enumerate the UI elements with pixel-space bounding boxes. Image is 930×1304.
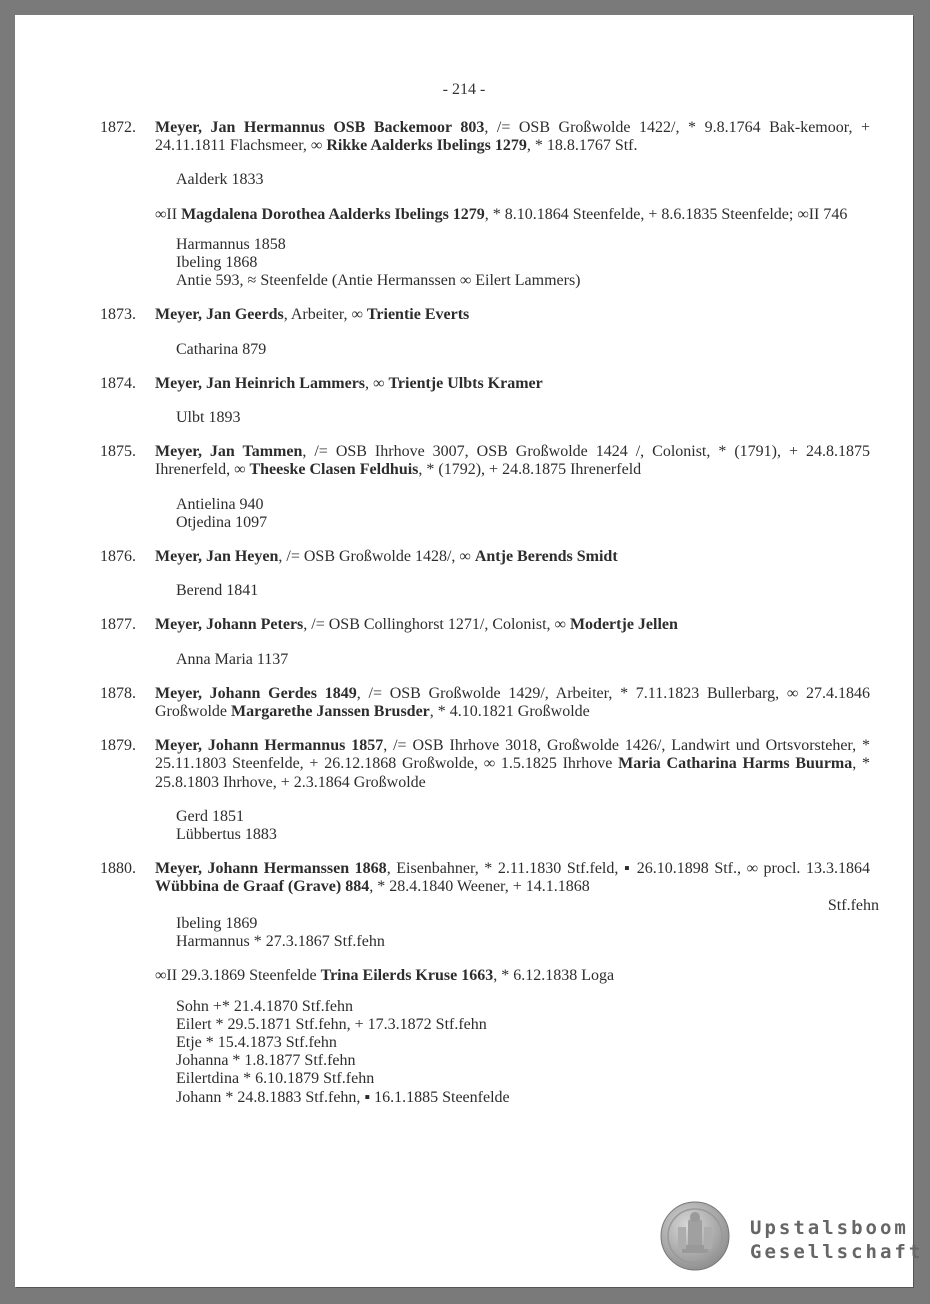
child-entry: Sohn +* 21.4.1870 Stf.fehn (176, 997, 354, 1015)
genealogy-entry (100, 548, 870, 600)
child-entry: Harmannus 1858 (176, 235, 286, 253)
entry-text: ∞II 29.3.1869 Steenfelde (155, 967, 321, 985)
genealogy-entry (100, 443, 870, 532)
entry-number: 1877. (100, 616, 136, 634)
second-marriage (155, 967, 870, 1106)
entry-number: 1872. (100, 119, 136, 136)
entry-number: 1878. (100, 684, 136, 702)
child-entry: Berend 1841 (176, 582, 259, 600)
child-entry: Ibeling 1869 (176, 914, 258, 932)
genealogy-entry (100, 306, 870, 358)
genealogy-entries (100, 119, 879, 1123)
person-name: Meyer, Johann Hermanssen 1868 (155, 860, 387, 878)
child-entry: Otjedina 1097 (176, 513, 268, 531)
entry-text: , Eisenbahner, * 2.11.1830 Stf.feld, ▪ 26.10.1898 Stf., ∞ procl. 13.3.1864 (386, 860, 871, 878)
entry-heading (155, 737, 870, 792)
society-name-line1: Upstalsboom (750, 1217, 909, 1239)
entry-number: 1876. (100, 548, 136, 566)
second-marriage-line (155, 206, 870, 224)
entry-text: , * 6.12.1838 Loga (493, 967, 615, 985)
second-marriage-line (155, 967, 870, 985)
child-entry: Antie 593, ≈ Steenfelde (Antie Hermanssen ∞ Eilert Lammers) (176, 272, 581, 290)
child-entry: Eilert * 29.5.1871 Stf.fehn, + 17.3.1872 Stf.fehn (176, 1015, 487, 1033)
person-name: Meyer, Jan Geerds (155, 306, 284, 324)
person-name: Modertje Jellen (569, 616, 678, 634)
person-name: Trientie Everts (366, 306, 470, 324)
child-entry: Catharina 879 (176, 340, 267, 358)
child-entry: Eilertdina * 6.10.1879 Stf.fehn (176, 1070, 375, 1088)
person-name: Magdalena Dorothea Aalderks Ibelings 1279 (181, 205, 485, 223)
person-name: Meyer, Jan Tammen (155, 443, 303, 461)
person-name: Meyer, Johann Hermannus 1857 (155, 737, 384, 755)
entry-text: , * 28.4.1840 Weener, + 14.1.1868 (369, 878, 590, 896)
child-entry: Antielina 940 (176, 495, 264, 513)
person-name: Margarethe Janssen Brusder (230, 703, 430, 721)
entry-text: , * 25.8.1803 Ihrhove, + 2.3.1864 Großwolde (155, 755, 871, 791)
entry-heading (155, 443, 870, 479)
genealogy-entry (100, 685, 870, 721)
person-name: Antje Berends Smidt (474, 548, 618, 566)
person-name: Meyer, Johann Peters (155, 616, 304, 634)
person-name: Meyer, Jan Hermannus OSB Backemoor 803 (155, 119, 485, 136)
society-seal-icon (660, 1201, 730, 1271)
child-entry: Lübbertus 1883 (176, 826, 277, 844)
children-list (155, 171, 870, 189)
entry-text: , /= OSB Großwolde 1422/, * 9.8.1764 Bak-kemoor, + 24.11.1811 Flachsmeer, ∞ (155, 119, 870, 155)
genealogy-entry (100, 375, 870, 427)
genealogy-entry (100, 119, 870, 290)
children-list (155, 651, 870, 669)
entry-heading (155, 548, 870, 566)
child-entry: Etje * 15.4.1873 Stf.fehn (176, 1033, 337, 1051)
society-name (750, 1216, 923, 1264)
person-name: Meyer, Jan Heinrich Lammers (155, 374, 366, 392)
entry-number: 1879. (100, 737, 136, 755)
child-entry: Anna Maria 1137 (176, 650, 289, 668)
children-list (155, 236, 870, 291)
person-name: Theeske Clasen Feldhuis (249, 461, 419, 479)
second-marriage (155, 206, 870, 291)
entry-number: 1880. (100, 860, 136, 878)
child-entry: Harmannus * 27.3.1867 Stf.fehn (176, 933, 385, 951)
entry-text: , /= OSB Collinghorst 1271/, Colonist, ∞ (303, 616, 570, 634)
child-entry: Ibeling 1868 (176, 254, 258, 272)
children-list (155, 582, 870, 600)
person-name: Rikke Aalderks Ibelings 1279 (326, 137, 527, 155)
person-name: Meyer, Jan Heyen (155, 548, 279, 566)
child-entry: Johanna * 1.8.1877 Stf.fehn (176, 1052, 356, 1070)
child-entry: Ulbt 1893 (176, 409, 241, 427)
entry-text: , /= OSB Ihrhove 3007, OSB Großwolde 1424 /, Colonist, * (1791), + 24.8.1875 Ihrenerfeld, ∞ (155, 443, 870, 479)
document-page (15, 15, 924, 1287)
child-entry: Aalderk 1833 (176, 171, 264, 189)
entry-text: ∞II (155, 205, 182, 223)
entry-text: , ∞ (365, 374, 389, 392)
entry-heading-tail: Stf.fehn (827, 896, 879, 914)
entry-heading (155, 119, 870, 155)
person-name: Maria Catharina Harms Buurma (618, 755, 853, 773)
entry-heading (155, 860, 870, 896)
entry-number: 1875. (100, 443, 136, 461)
children-list (155, 998, 870, 1107)
entry-text: , /= OSB Großwolde 1428/, ∞ (278, 548, 475, 566)
entry-text: , /= OSB Großwolde 1429/, Arbeiter, * 7.11.1823 Bullerbarg, ∞ 27.4.1846 Großwolde (155, 684, 871, 721)
entry-text: , * 4.10.1821 Großwolde (429, 703, 590, 721)
entry-heading (155, 306, 870, 324)
children-list (155, 409, 870, 427)
entry-heading (155, 375, 870, 393)
children-list (155, 808, 870, 844)
entry-heading (155, 616, 870, 634)
entry-text: , * 18.8.1767 Stf. (526, 137, 638, 155)
children-list (155, 341, 870, 359)
person-name: Trina Eilerds Kruse 1663 (320, 967, 494, 985)
person-name: Wübbina de Graaf (Grave) 884 (155, 878, 370, 896)
entry-text: , * (1792), + 24.8.1875 Ihrenerfeld (418, 461, 642, 479)
page-number: - 214 - (442, 81, 486, 98)
entry-number: 1873. (100, 306, 136, 324)
entry-text: , /= OSB Ihrhove 3018, Großwolde 1426/, Landwirt und Ortsvorsteher, * 25.11.1803 Steenfelde, + 26.12.1868 Großwolde, ∞ 1.5.1825 Ihrhove (155, 737, 871, 773)
children-list (155, 915, 870, 951)
genealogy-entry (100, 860, 879, 1106)
entry-heading (155, 685, 870, 721)
entry-number: 1874. (100, 374, 136, 392)
child-entry: Johann * 24.8.1883 Stf.fehn, ▪ 16.1.1885 Steenfelde (176, 1088, 510, 1106)
entry-text: , Arbeiter, ∞ (283, 306, 367, 324)
entry-text: , * 8.10.1864 Steenfelde, + 8.6.1835 Steenfelde; ∞II 746 (484, 205, 848, 223)
children-list (155, 496, 870, 532)
genealogy-entry (100, 616, 870, 668)
person-name: Meyer, Johann Gerdes 1849 (155, 684, 357, 702)
society-name-line2: Gesellschaft (750, 1241, 924, 1263)
genealogy-entry (100, 737, 870, 844)
child-entry: Gerd 1851 (176, 807, 244, 825)
person-name: Trientje Ulbts Kramer (388, 374, 543, 392)
